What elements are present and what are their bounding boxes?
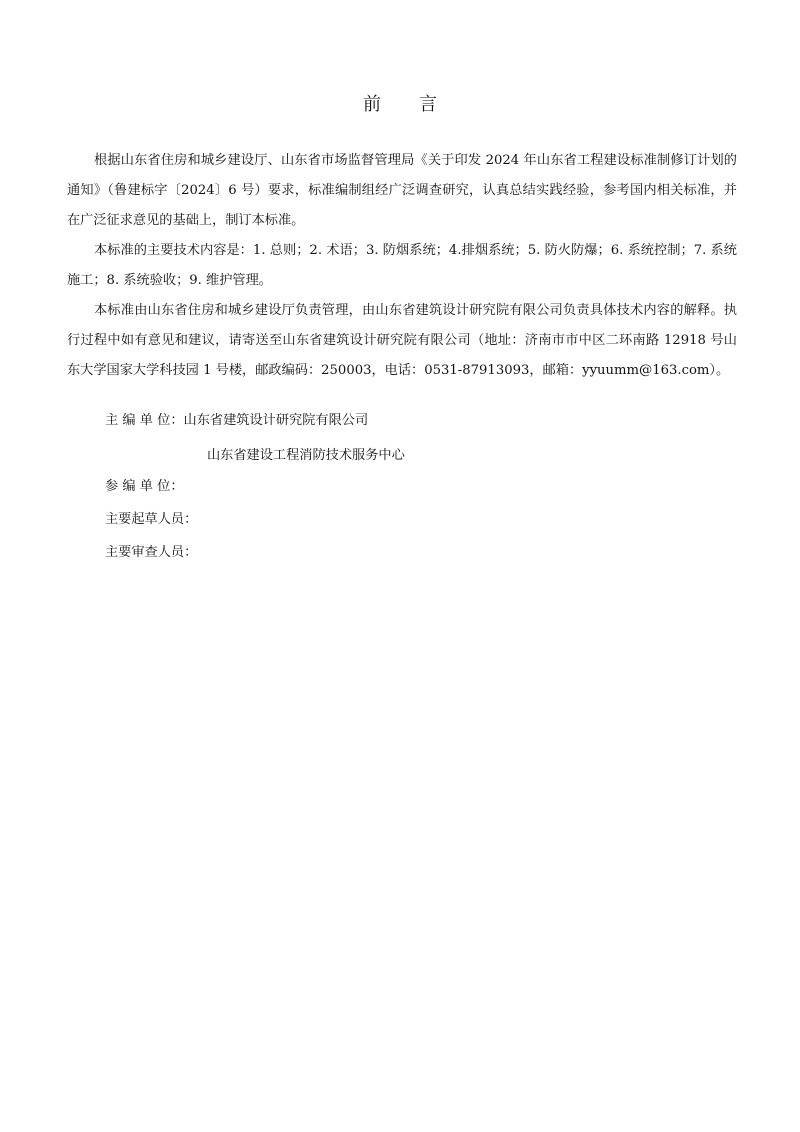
- chief-editor-unit-1: 山东省建筑设计研究院有限公司: [183, 413, 369, 428]
- participating-label: 参 编 单 位：: [105, 479, 184, 494]
- participating-row: [105, 475, 184, 494]
- chief-editor-unit-2-row: [207, 444, 405, 463]
- title-char-2: 言: [419, 94, 437, 115]
- paragraph-background: 根据山东省住房和城乡建设厅、山东省市场监督管理局《关于印发 2024 年山东省工程建设标准制修订计划的通知》（鲁建标字〔2024〕6 号）要求，标准编制组经广泛调查研究，认真总结实践经验，参考国内相关标准，并在广泛征求意见的基础上，制订本标准。: [67, 153, 737, 228]
- chief-editor-unit-2: 山东省建设工程消防技术服务中心: [207, 448, 405, 463]
- reviewers-label: 主要审查人员：: [105, 545, 198, 560]
- drafters-row: [105, 508, 197, 527]
- drafters-label: 主要起草人员：: [105, 512, 198, 527]
- paragraph-management: 本标准由山东省住房和城乡建设厅负责管理，由山东省建筑设计研究院有限公司负责具体技术内容的解释。执行过程中如有意见和建议，请寄送至山东省建筑设计研究院有限公司（地址：济南市市中区二环南路 12918 号山东大学国家大学科技园 1 号楼，邮政编码：250003，电话：0531-87913093，邮箱：yyuumm@163.com）。: [67, 303, 737, 378]
- preface-body: [67, 146, 737, 386]
- title-char-1: 前: [363, 94, 381, 115]
- page-title: [0, 90, 800, 116]
- chief-editor-label: 主 编 单 位：: [105, 413, 184, 428]
- reviewers-row: [105, 541, 197, 560]
- paragraph-contents: 本标准的主要技术内容是：1. 总则；2. 术语；3. 防烟系统；4.排烟系统；5. 防火防爆；6. 系统控制；7. 系统施工；8. 系统验收；9. 维护管理。: [67, 243, 737, 288]
- chief-editor-row: [105, 409, 368, 428]
